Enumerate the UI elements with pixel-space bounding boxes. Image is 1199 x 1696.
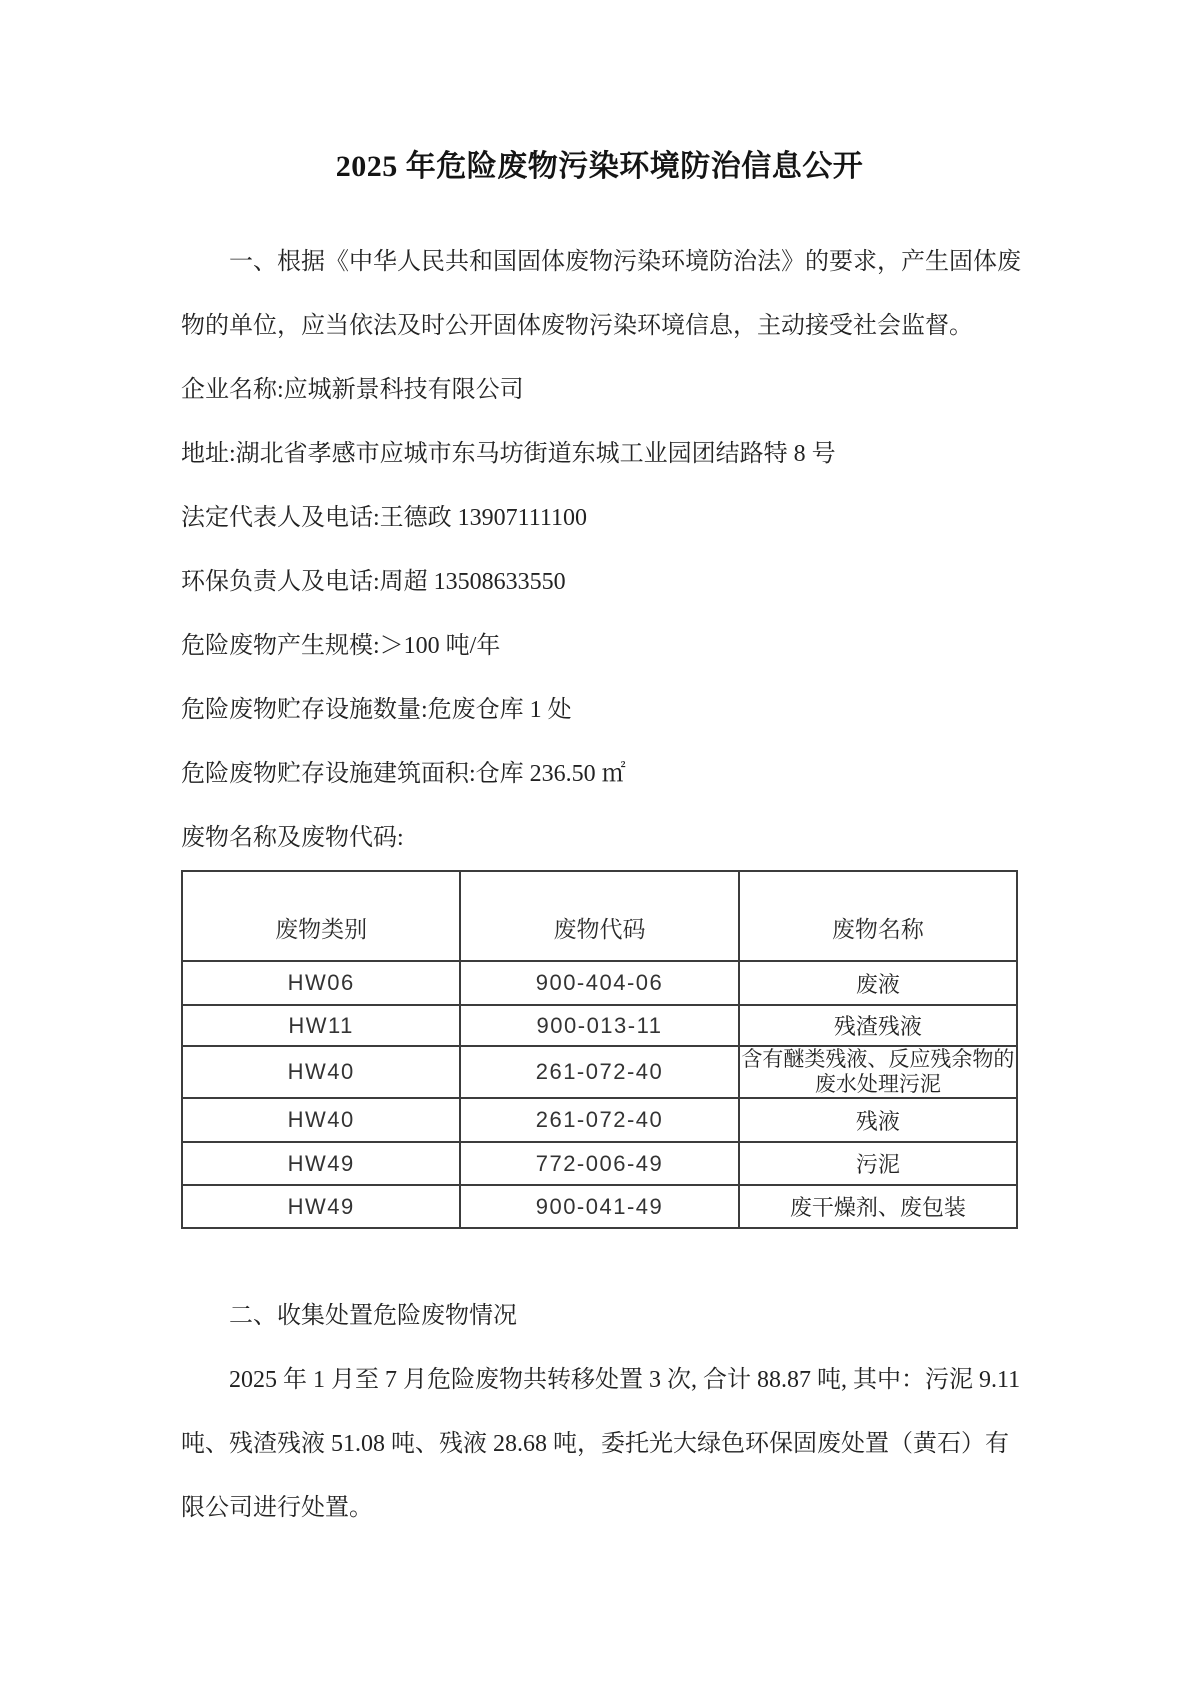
info-line-address: 地址:湖北省孝感市应城市东马坊街道东城工业园团结路特 8 号 [181, 441, 836, 467]
waste-name-cell: 污泥 [739, 1142, 1017, 1185]
document-page [181, 0, 1021, 1540]
info-line-env-officer-phone: 环保负责人及电话:周超 13508633550 [181, 569, 566, 595]
waste-code-cell: 900-041-49 [460, 1185, 738, 1228]
table-row [182, 961, 1017, 1005]
waste-name-cell: 废液 [739, 961, 1017, 1005]
doc-title: 2025 年危险废物污染环境防治信息公开 [335, 150, 864, 183]
info-line-waste-codes-label: 废物名称及废物代码: [181, 825, 404, 851]
waste-code-cell: 900-404-06 [460, 961, 738, 1005]
section-2-line-3: 限公司进行处置。 [181, 1495, 373, 1521]
waste-code-cell: 261-072-40 [460, 1046, 738, 1098]
info-line-storage-area: 危险废物贮存设施建筑面积:仓库 236.50 ㎡ [181, 761, 626, 787]
info-line-generation-scale: 危险废物产生规模:＞100 吨/年 [181, 633, 501, 659]
intro-line-1: 一、根据《中华人民共和国固体废物污染环境防治法》的要求，产生固体废 [229, 249, 1021, 275]
header-waste-name: 废物名称 [739, 871, 1017, 961]
table-row [182, 1046, 1017, 1098]
table-row [182, 1185, 1017, 1228]
waste-category-cell: HW40 [182, 1098, 460, 1142]
waste-name-cell: 残液 [739, 1098, 1017, 1142]
section-2-line-1: 2025 年 1 月至 7 月危险废物共转移处置 3 次, 合计 88.87 吨, 其中：污泥 9.11 [229, 1367, 1021, 1393]
info-line-storage-count: 危险废物贮存设施数量:危废仓库 1 处 [181, 697, 572, 723]
table-row [182, 1098, 1017, 1142]
header-waste-code: 废物代码 [460, 871, 738, 961]
section-2-line-2: 吨、残渣残液 51.08 吨、残液 28.68 吨，委托光大绿色环保固废处置（黄石）有 [181, 1431, 1009, 1457]
waste-table-header-row [182, 871, 1017, 961]
waste-name-cell: 残渣残液 [739, 1005, 1017, 1046]
header-waste-category: 废物类别 [182, 871, 460, 961]
info-line-company-name: 企业名称:应城新景科技有限公司 [181, 377, 524, 403]
waste-code-cell: 900-013-11 [460, 1005, 738, 1046]
table-row [182, 1142, 1017, 1185]
info-line-legal-rep-phone: 法定代表人及电话:王德政 13907111100 [181, 505, 587, 531]
waste-category-cell: HW06 [182, 961, 460, 1005]
waste-category-cell: HW49 [182, 1185, 460, 1228]
section-2-heading: 二、收集处置危险废物情况 [229, 1303, 517, 1329]
waste-category-cell: HW40 [182, 1046, 460, 1098]
intro-line-2: 物的单位，应当依法及时公开固体废物污染环境信息，主动接受社会监督。 [181, 313, 973, 339]
waste-category-cell: HW49 [182, 1142, 460, 1185]
waste-name-cell: 废干燥剂、废包装 [739, 1185, 1017, 1228]
waste-table [181, 870, 1018, 1229]
waste-category-cell: HW11 [182, 1005, 460, 1046]
section-2 [181, 1284, 1021, 1540]
waste-code-cell: 772-006-49 [460, 1142, 738, 1185]
waste-name-cell: 含有醚类残液、反应残余物的废水处理污泥 [739, 1046, 1017, 1098]
section-1 [181, 230, 1021, 870]
waste-code-cell: 261-072-40 [460, 1098, 738, 1142]
table-row [182, 1005, 1017, 1046]
